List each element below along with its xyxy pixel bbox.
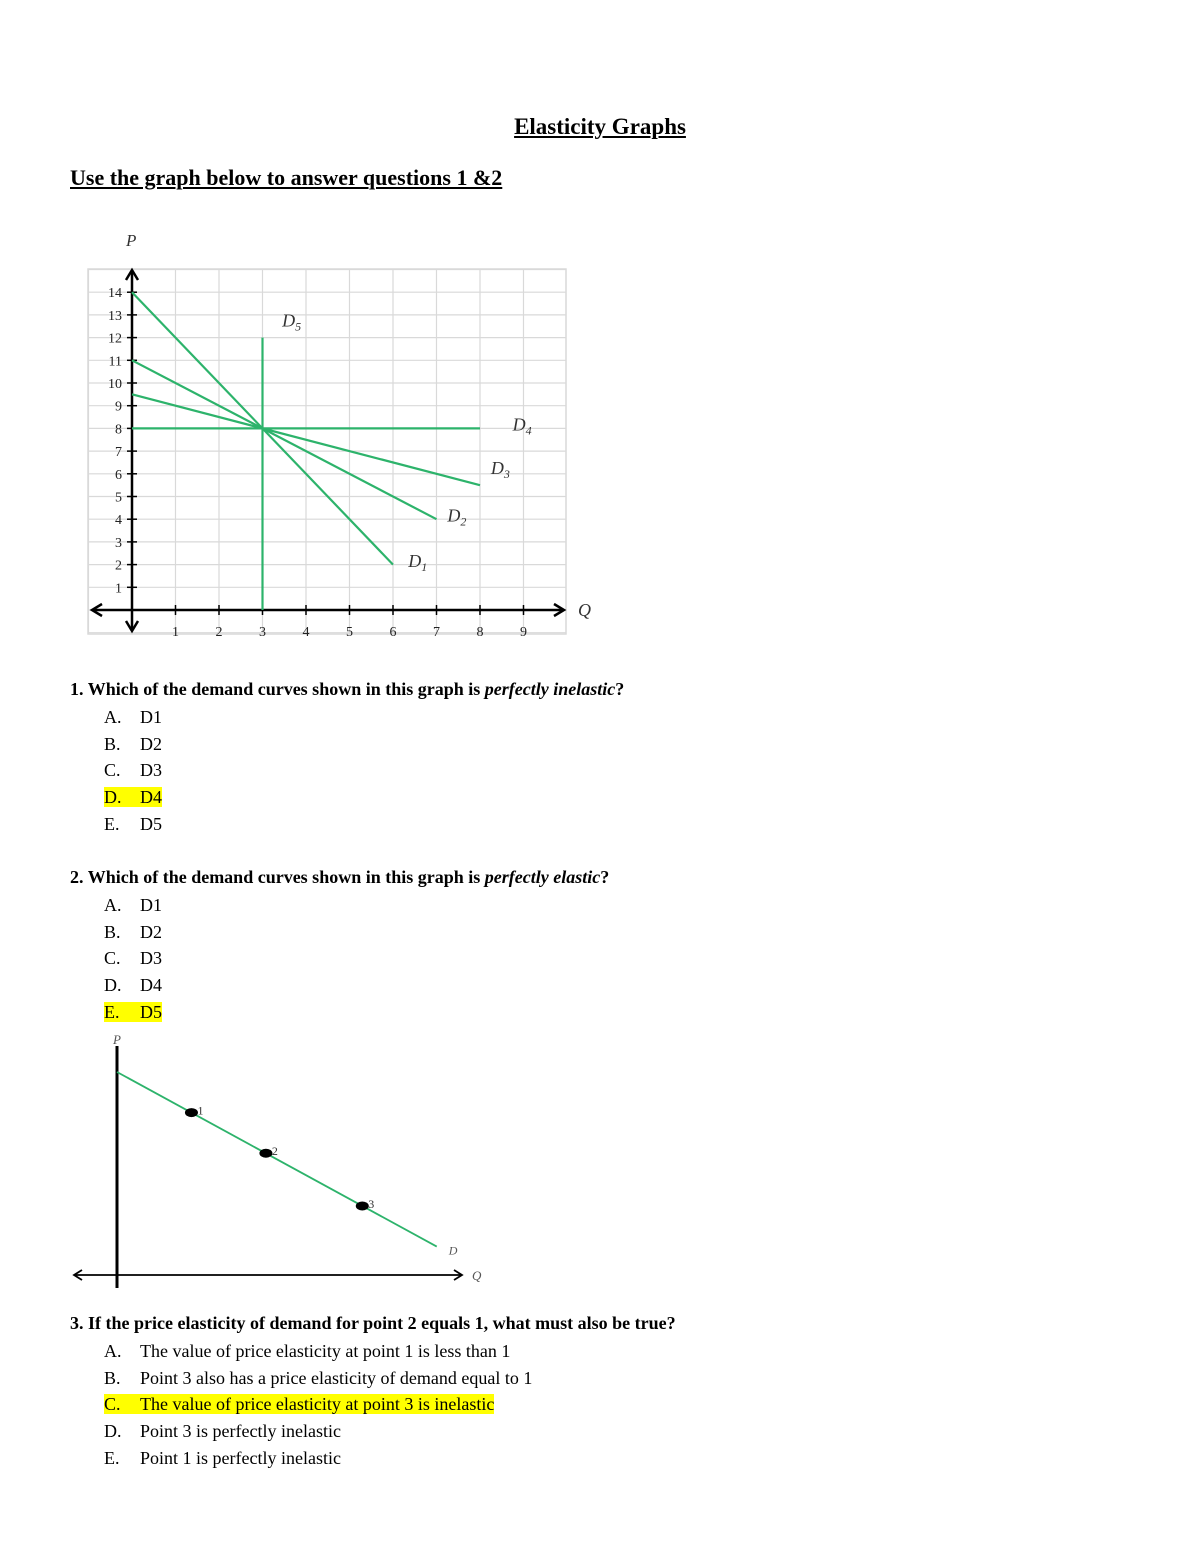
x-tick-label: 4 bbox=[302, 625, 310, 640]
demand-line-d2 bbox=[132, 360, 437, 519]
question-text: Which of the demand curves shown in this graph is bbox=[87, 867, 485, 887]
x-tick-label: 7 bbox=[433, 625, 440, 640]
x-tick-label: 6 bbox=[389, 625, 397, 640]
graph-axes bbox=[74, 1046, 462, 1288]
curve-label-d5: $D_5$ bbox=[282, 310, 302, 334]
curve-label-d3: $D_3$ bbox=[490, 457, 510, 481]
x-axis-label: Q bbox=[578, 600, 591, 620]
question-1-options bbox=[104, 704, 162, 837]
y-tick-label: 1 bbox=[115, 581, 122, 597]
option-e: E. D5 bbox=[104, 813, 162, 834]
graph-labels bbox=[112, 1032, 482, 1283]
curve-label-d1: $D_1$ bbox=[408, 550, 428, 574]
question-emphasis: perfectly elastic bbox=[484, 867, 601, 887]
page-title: Elasticity Graphs bbox=[514, 114, 686, 139]
graph-grid bbox=[88, 269, 566, 634]
point-label-2: 2 bbox=[271, 1144, 278, 1159]
option-d: D. D4 bbox=[104, 975, 162, 996]
line-label-d: D bbox=[448, 1243, 458, 1258]
option-e: E. Point 1 is perfectly inelastic bbox=[104, 1447, 341, 1468]
question-text: If the price elasticity of demand for point 2 equals 1, what must also be true? bbox=[88, 1313, 676, 1333]
demand-points-graph bbox=[60, 1030, 500, 1292]
y-tick-label: 10 bbox=[108, 377, 122, 392]
point-3 bbox=[356, 1201, 369, 1210]
question-text: Which of the demand curves shown in this graph is bbox=[87, 679, 485, 699]
y-tick-label: 9 bbox=[115, 399, 122, 415]
point-2 bbox=[259, 1149, 272, 1158]
x-tick-label: 2 bbox=[215, 625, 223, 640]
option-c-answer: C. The value of price elasticity at point 3 is inelastic bbox=[104, 1394, 495, 1415]
question-3-options bbox=[104, 1338, 532, 1471]
demand-curves-graph bbox=[80, 232, 620, 642]
option-a: A. The value of price elasticity at point 1 is less than 1 bbox=[104, 1341, 511, 1361]
option-c: C. D3 bbox=[104, 760, 162, 781]
y-axis-label: P bbox=[113, 1032, 121, 1047]
x-tick-label: 9 bbox=[520, 625, 527, 640]
option-d-answer: D. D4 bbox=[104, 787, 162, 808]
y-tick-label: 2 bbox=[115, 558, 122, 574]
option-b: B. D2 bbox=[104, 921, 162, 942]
question-2-options bbox=[104, 892, 162, 1025]
option-e-answer: E. D5 bbox=[104, 1001, 162, 1022]
curve-label-d2: $D_2$ bbox=[447, 505, 467, 529]
option-c: C. D3 bbox=[104, 948, 162, 969]
x-axis-label: Q bbox=[472, 1268, 482, 1283]
option-d: D. Point 3 is perfectly inelastic bbox=[104, 1421, 341, 1442]
y-tick-label: 8 bbox=[115, 422, 122, 438]
question-3 bbox=[70, 1313, 676, 1334]
question-number: 3. bbox=[70, 1313, 84, 1333]
question-2 bbox=[70, 867, 609, 888]
option-a: A. D1 bbox=[104, 895, 162, 915]
question-emphasis: perfectly inelastic bbox=[484, 679, 616, 699]
question-number: 2. bbox=[70, 867, 84, 887]
x-tick-label: 8 bbox=[476, 625, 484, 640]
y-tick-label: 7 bbox=[115, 445, 122, 461]
option-b: B. D2 bbox=[104, 733, 162, 754]
question-suffix: ? bbox=[615, 679, 625, 699]
y-tick-label: 5 bbox=[115, 490, 122, 506]
option-a: A. D1 bbox=[104, 707, 162, 727]
question-number: 1. bbox=[70, 679, 84, 699]
x-tick-label: 1 bbox=[172, 625, 179, 640]
y-tick-label: 13 bbox=[108, 308, 122, 324]
point-1 bbox=[185, 1108, 198, 1117]
demand-line-d bbox=[117, 1072, 437, 1247]
y-tick-label: 3 bbox=[115, 535, 122, 551]
x-tick-label: 3 bbox=[259, 625, 266, 640]
y-tick-label: 12 bbox=[108, 331, 122, 347]
demand-line bbox=[117, 1072, 437, 1247]
y-axis-label: P bbox=[126, 232, 137, 250]
y-tick-label: 4 bbox=[115, 513, 122, 529]
point-label-1: 1 bbox=[197, 1103, 204, 1118]
y-tick-label: 11 bbox=[108, 354, 122, 370]
question-suffix: ? bbox=[600, 867, 610, 887]
y-tick-label: 6 bbox=[115, 467, 122, 483]
point-label-3: 3 bbox=[368, 1196, 375, 1211]
y-tick-label: 14 bbox=[108, 286, 122, 302]
x-tick-label: 5 bbox=[346, 625, 353, 640]
question-1 bbox=[70, 679, 624, 700]
instructions-heading: Use the graph below to answer questions 1 &2 bbox=[70, 165, 503, 190]
curve-label-d4: $D_4$ bbox=[512, 414, 532, 438]
option-b: B. Point 3 also has a price elasticity of demand equal to 1 bbox=[104, 1367, 533, 1388]
